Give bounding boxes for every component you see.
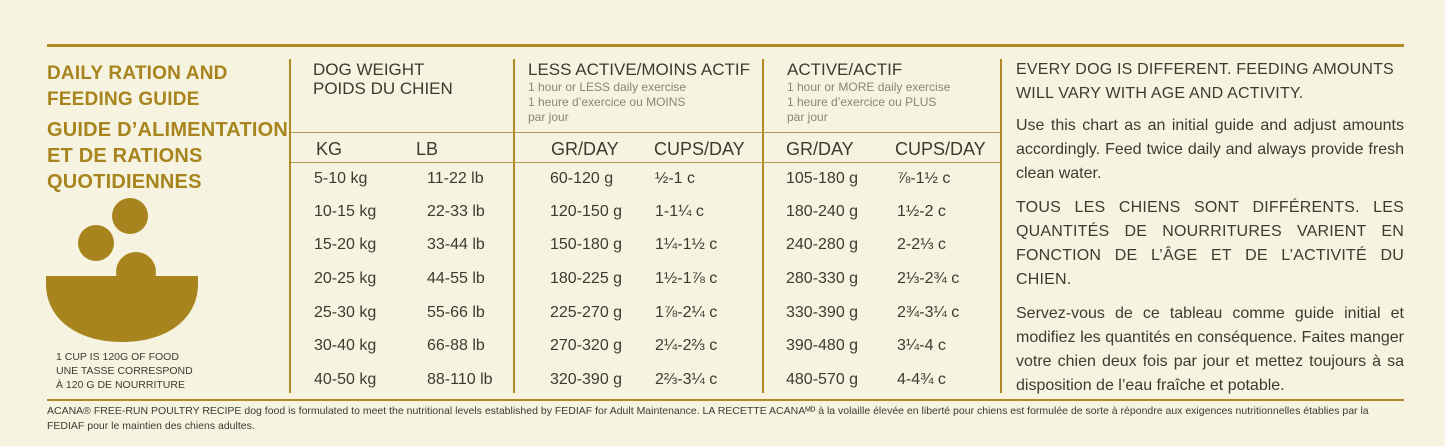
table-row: [0, 203, 1000, 237]
less-active-note: [528, 80, 686, 125]
active-gr-cell: 480-570 g: [786, 371, 859, 388]
lb-cell: 33-44 lb: [427, 236, 485, 253]
table-row: [0, 170, 1000, 204]
bowl-caption-line3: À 120 G DE NOURRITURE: [56, 379, 185, 391]
weight-header: [313, 60, 453, 98]
notes-en-caps-line2: WILL VARY WITH AGE AND ACTIVITY.: [1016, 85, 1304, 102]
weight-header-line2: POIDS DU CHIEN: [313, 79, 453, 98]
active-gr-cell: 280-330 g: [786, 270, 859, 287]
active-cups-cell: 2-2⅓ c: [897, 236, 946, 253]
table-row: [0, 236, 1000, 270]
top-border: [47, 44, 1404, 47]
footnote: ACANA® FREE-RUN POULTRY RECIPE dog food is formulated to meet the nutritional levels established by FEDIAF for Adult Maintenance. LA RECETTE ACANAᴹᴰ à la volaille élevée en liberté pour chiens est formulée de sorte à répondre aux exigences nutritionnelles établies par la FEDIAF pour le maintien des chiens adultes.: [47, 405, 1369, 432]
kg-cell: 25-30 kg: [314, 304, 377, 321]
kg-cell: 20-25 kg: [314, 270, 377, 287]
less-active-cups-cell: 1⅞-2¼ c: [655, 304, 718, 321]
active-note: [787, 80, 950, 125]
kg-cell: 30-40 kg: [314, 337, 377, 354]
lb-cell: 44-55 lb: [427, 270, 485, 287]
active-gr-header: GR/DAY: [786, 139, 854, 159]
less-active-gr-cell: 60-120 g: [550, 170, 614, 187]
less-active-note1: 1 hour or LESS daily exercise: [528, 80, 687, 94]
active-note1: 1 hour or MORE daily exercise: [787, 80, 951, 94]
notes-fr-body: Servez-vous de ce tableau comme guide initial et modifiez les quantités en conséquence. Faites manger votre chien deux fois par jour et mettez toujours à sa disposition de l’eau fraîche et potable.: [1016, 305, 1404, 394]
divider-4: [1000, 59, 1002, 393]
less-active-cups-cell: 1½-1⅞ c: [655, 270, 718, 287]
less-active-title: LESS ACTIVE/MOINS ACTIF: [528, 60, 750, 79]
less-active-cups-cell: 2¼-2⅔ c: [655, 337, 718, 354]
bowl-caption-line2: UNE TASSE CORRESPOND: [56, 365, 193, 377]
title-en-line1: DAILY RATION AND: [47, 63, 228, 84]
active-cups-cell: 2⅓-2¾ c: [897, 270, 960, 287]
active-gr-cell: 180-240 g: [786, 203, 859, 220]
lb-cell: 55-66 lb: [427, 304, 485, 321]
notes-en-caps-line1: EVERY DOG IS DIFFERENT. FEEDING AMOUNTS: [1016, 61, 1394, 78]
active-cups-cell: 1½-2 c: [897, 203, 946, 220]
less-active-gr-cell: 120-150 g: [550, 203, 623, 220]
bowl-caption-line1: 1 CUP IS 120G OF FOOD: [56, 351, 179, 363]
title-fr-line3: QUOTIDIENNES: [47, 171, 202, 193]
lb-cell: 11-22 lb: [427, 170, 484, 187]
less-active-header: [528, 60, 750, 79]
active-cups-header: CUPS/DAY: [895, 139, 986, 159]
active-gr-cell: 240-280 g: [786, 236, 859, 253]
title-fr-line1: GUIDE D’ALIMENTATION: [47, 119, 289, 141]
lb-header: LB: [416, 139, 439, 159]
header-rule-bottom: [291, 162, 1000, 163]
lb-cell: 22-33 lb: [427, 203, 485, 220]
lb-cell: 88-110 lb: [427, 371, 493, 388]
active-title: ACTIVE/ACTIF: [787, 60, 903, 79]
less-active-note2: 1 heure d’exercice ou MOINS: [528, 95, 686, 109]
active-header: [787, 60, 902, 79]
active-note3: par jour: [787, 110, 828, 124]
less-active-gr-cell: 225-270 g: [550, 304, 623, 321]
active-cups-cell: 4-4¾ c: [897, 371, 946, 388]
less-active-cups-header: CUPS/DAY: [654, 139, 745, 159]
active-gr-cell: 390-480 g: [786, 337, 859, 354]
notes-fr-caps: TOUS LES CHIENS SONT DIFFÉRENTS. LES QUANTITÉS DE NOURRITURES VARIENT EN FONCTION DE L’ÂGE ET DE L’ACTIVITÉ DU CHIEN.: [1016, 199, 1404, 288]
kg-cell: 40-50 kg: [314, 371, 377, 388]
kg-cell: 15-20 kg: [314, 236, 377, 253]
active-cups-cell: ⅞-1½ c: [897, 170, 951, 187]
active-cups-cell: 2¾-3¼ c: [897, 304, 960, 321]
kg-cell: 5-10 kg: [314, 170, 368, 187]
feeding-notes: [1016, 58, 1404, 408]
less-active-cups-cell: 1¼-1½ c: [655, 236, 718, 253]
kg-header: KG: [316, 139, 343, 159]
kg-cell: 10-15 kg: [314, 203, 377, 220]
weight-header-line1: DOG WEIGHT: [313, 60, 425, 79]
less-active-gr-cell: 320-390 g: [550, 371, 623, 388]
less-active-gr-cell: 180-225 g: [550, 270, 623, 287]
table-row: [0, 270, 1000, 304]
notes-en-body: Use this chart as an initial guide and adjust amounts accordingly. Feed twice daily and always provide fresh clean water.: [1016, 117, 1404, 182]
table-row: [0, 371, 1000, 405]
header-rule-top: [291, 132, 1000, 133]
table-row: [0, 337, 1000, 371]
less-active-gr-cell: 270-320 g: [550, 337, 623, 354]
less-active-note3: par jour: [528, 110, 569, 124]
active-cups-cell: 3¼-4 c: [897, 337, 946, 354]
notes-en-caps: [1016, 58, 1404, 106]
less-active-gr-header: GR/DAY: [551, 139, 619, 159]
active-gr-cell: 105-180 g: [786, 170, 859, 187]
active-note2: 1 heure d’exercice ou PLUS: [787, 95, 937, 109]
title-english: [47, 61, 228, 113]
less-active-cups-cell: ½-1 c: [655, 170, 696, 187]
title-en-line2: FEEDING GUIDE: [47, 89, 200, 110]
less-active-cups-cell: 1-1¼ c: [655, 203, 704, 220]
less-active-cups-cell: 2⅔-3¼ c: [655, 371, 718, 388]
table-row: [0, 304, 1000, 338]
lb-cell: 66-88 lb: [427, 337, 485, 354]
less-active-gr-cell: 150-180 g: [550, 236, 623, 253]
title-fr-line2: ET DE RATIONS: [47, 145, 203, 167]
active-gr-cell: 330-390 g: [786, 304, 859, 321]
